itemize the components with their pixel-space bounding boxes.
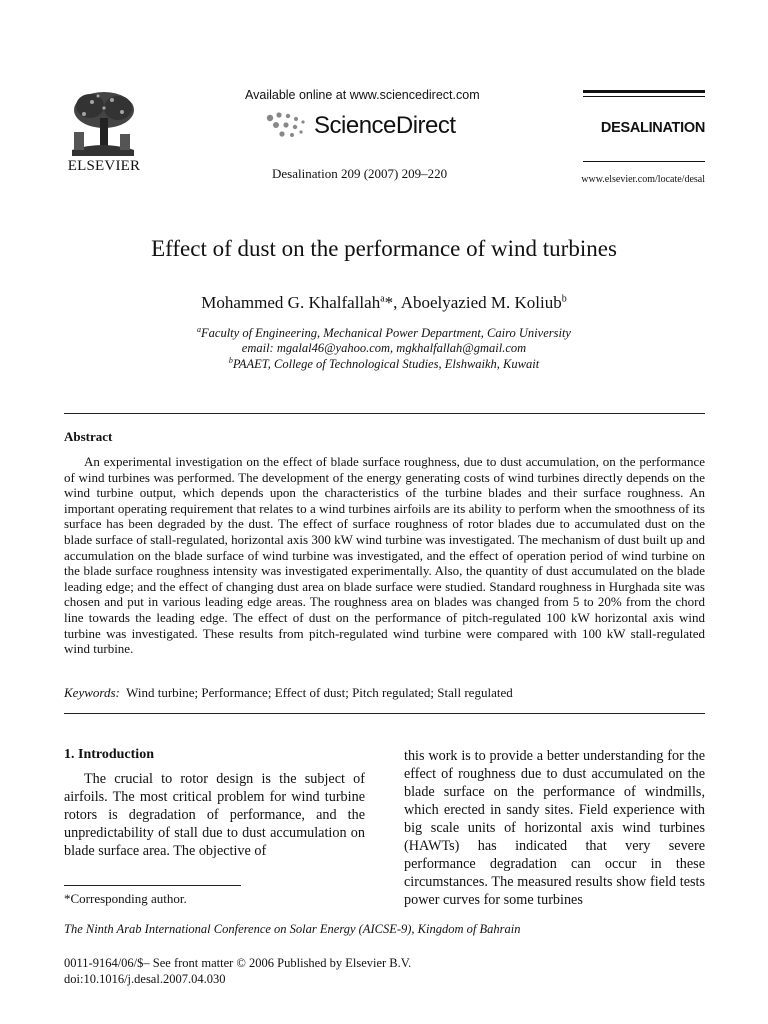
affiliation-mark: b: [228, 356, 233, 365]
divider: [64, 713, 705, 714]
journal-title-rules: [583, 90, 705, 97]
author-affiliation-mark: a: [380, 293, 385, 305]
affiliation-text: Faculty of Engineering, Mechanical Power Department, Cairo University: [201, 326, 571, 341]
conference-note: The Ninth Arab International Conference on Solar Energy (AICSE-9), Kingdom of Bahrain: [64, 922, 521, 936]
divider: [64, 413, 705, 414]
corresponding-mark: *,: [384, 293, 401, 312]
keywords: [64, 685, 513, 701]
author-name: Aboelyazied M. Koliub: [400, 293, 562, 312]
journal-title: DESALINATION: [600, 120, 705, 136]
abstract-body: An experimental investigation on the effect of blade surface roughness, due to dust accumulation, on the performance of wind turbines was performed. The development of the energy generating costs of wind turbines directly depends on the wind turbine output, which depends upon the characteristics of the turbine blades and their surface roughness. An important operating requirement that relates to a wind turbines airfoils are its ability to perform when the smoothness of its surface has been degraded by the dust. The effect of surface roughness of rotor blades due to accumulated dust on the blade surface of stall-regulated, horizontal axis 300 kW wind turbine was investigated. The mechanism of dust built up and accumulation on the blade surface of wind turbine was investigated, and the effect of operation period of wind turbine on the blade surface roughness intensity was investigated experimentally. Also, the quantity of dust accumulated on the blade leading edge; and the effect of changing dust area on blade surface were studied. Standard roughness in Hurghada site was chosen and put in various leading edge areas. The roughness area on blades was changed from 5 to 20% from the chord line towards the leading edge. The effect of dust on the performance of pitch-regulated 100 kW horizontal axis wind turbine was investigated. These results from pitch-regulated wind turbine were compared with 100 kW stall-regulated wind turbine.: [64, 454, 705, 657]
paper-title: Effect of dust on the performance of wind turbines: [151, 236, 617, 261]
author-list: [0, 293, 768, 313]
sciencedirect-wordmark: ScienceDirect: [314, 112, 456, 139]
journal-citation: Desalination 209 (2007) 209–220: [272, 166, 448, 181]
body-column-left: The crucial to rotor design is the subject of airfoils. The most critical problem for wind turbine rotors is degradation of performance, and the unpredictability of stall due to dust accumulation on blade surface area. The objective of: [64, 771, 365, 859]
doi-link[interactable]: doi:10.1016/j.desal.2007.04.030: [64, 972, 226, 986]
keywords-text: Wind turbine; Performance; Effect of dust; Pitch regulated; Stall regulated: [126, 685, 513, 700]
sciencedirect-dots-logo: [262, 110, 308, 140]
journal-title-underline: [583, 161, 705, 162]
affiliation-a: [0, 325, 768, 341]
issn-line: 0011-9164/06/$– See front matter © 2006 Published by Elsevier B.V.: [64, 956, 412, 970]
author-email[interactable]: email: mgalal46@yahoo.com, mgkhalfallah@gmail.com: [241, 341, 527, 355]
footnote: *Corresponding author.: [64, 891, 187, 906]
affiliation-text: PAAET, College of Technological Studies, Elshwaikh, Kuwait: [232, 357, 540, 372]
publisher-name: ELSEVIER: [67, 158, 141, 174]
body-column-right: this work is to provide a better understanding for the effect of roughness due to dust accumulated on the blade surface on the performance of windmills, which erected in sandy sites. Field experience with big scale units of horizontal axis wind turbines (HAWTs) has indicated that very severe performance degradation can occur in these circumstances. The measured results show field tests power curves for some turbines: [404, 748, 705, 908]
section-heading: 1. Introduction: [64, 747, 154, 762]
keywords-label: Keywords:: [64, 685, 120, 700]
footnote-divider: [64, 885, 241, 886]
author-name: Mohammed G. Khalfallah: [201, 293, 381, 312]
journal-url-link[interactable]: www.elsevier.com/locate/desal: [581, 174, 705, 185]
elsevier-tree-logo: [62, 88, 144, 158]
affiliation-b: [0, 356, 768, 372]
abstract-heading: Abstract: [64, 429, 113, 444]
available-online-text[interactable]: Available online at www.sciencedirect.com: [245, 88, 480, 102]
author-affiliation-mark: b: [561, 293, 567, 305]
affiliation-mark: a: [197, 325, 202, 334]
